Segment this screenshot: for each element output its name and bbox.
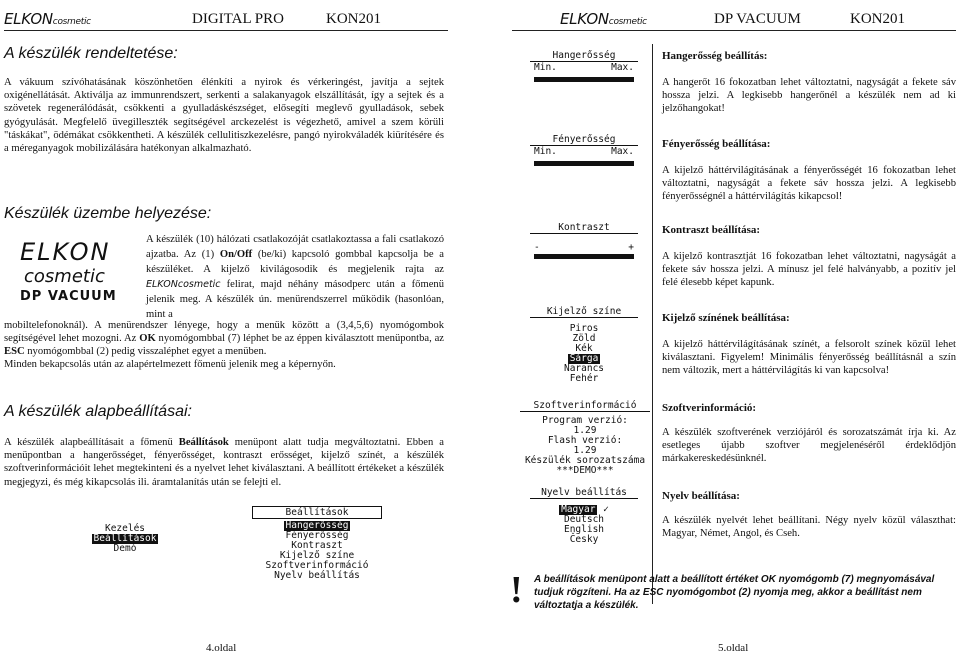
- settings-menu-item[interactable]: Nyelv beállítás: [274, 570, 360, 581]
- main-menu-item[interactable]: Kezelés: [104, 523, 146, 534]
- model-name: KON201: [850, 11, 905, 27]
- settings-menu-item[interactable]: Fényerősség: [285, 530, 349, 541]
- section-title-settings: A készülék alapbeállításai:: [4, 403, 192, 420]
- software-info-lcd: [520, 400, 650, 476]
- color-section-title: Kijelző színének beállítása:: [662, 312, 790, 324]
- left-page: [0, 0, 452, 656]
- brightness-lcd-title: Fényerősség: [530, 134, 638, 146]
- settings-menu-item[interactable]: Kontraszt: [291, 540, 343, 551]
- brightness-lcd: [530, 134, 638, 168]
- contrast-section-text: A kijelző kontrasztját 16 fokozatban lehet változtatni, nagyságát a fekete sáv hossza jelzi. A mínusz jel felé halványabb, a pozitív jel felé élesebb képet kapunk.: [662, 251, 956, 289]
- left-header: [4, 10, 448, 31]
- display-color-lcd: [530, 306, 638, 384]
- settings-menu-item-selected[interactable]: Hangerősség: [285, 520, 349, 531]
- software-lcd-title: Szoftverinformáció: [520, 400, 650, 412]
- language-option-selected[interactable]: Magyar ✓: [561, 504, 609, 515]
- setup-text-2: mobiltelefonoknál). A menürendszer lényege, hogy a menük között a (3,4,5,6) nyomógombok segítségével lehet mozogni. Az OK nyomógombbal (7) léphet be az éppen kiválasztott menüpontba, az ESC nyomógombbal (2) pedig visszaléphet egyet a menüben. Minden bekapcsolás után az alapértelmezett főmenü jelenik meg a képernyőn.: [4, 320, 444, 370]
- page-number: 5.oldal: [718, 642, 749, 654]
- section-title-setup: Készülék üzembe helyezése:: [4, 205, 212, 222]
- main-menu-item-selected[interactable]: Beállítások: [93, 533, 157, 544]
- page-number: 4.oldal: [206, 642, 237, 654]
- flash-version-label: Flash verzió:: [547, 435, 623, 446]
- volume-lcd-title: Hangerősség: [530, 50, 638, 62]
- right-header: [512, 10, 956, 31]
- brightness-section-text: A kijelző háttérvilágításának a fényerősségét 16 fokozatban lehet változtatni, nagyságát a fekete sáv hossza jelzi. A legkisebb fényerősségnél a háttérvilágítás kikapcsol!: [662, 165, 956, 203]
- settings-menu-title: Beállítások: [252, 506, 382, 519]
- contrast-level-bar: [534, 254, 634, 259]
- language-section-text: A készülék nyelvét lehet beállítani. Négy nyelv közül választhat: Magyar, Német, Angol, és Cseh.: [662, 515, 956, 540]
- warning-note: A beállítások menüpont alatt a beállított értéket OK nyomógomb (7) megnyomásával tudjuk rögzíteni. Ha az ESC nyomógombot (2) nyomja meg, akkor a beállítást nem változtatja a készülék.: [534, 574, 935, 611]
- settings-menu-item[interactable]: Kijelző színe: [279, 550, 355, 561]
- main-menu-item[interactable]: Demó: [113, 543, 137, 554]
- volume-lcd: [530, 50, 638, 84]
- serial-number-label: Készülék sorozatszáma: [524, 455, 646, 466]
- language-option[interactable]: Deutsch: [563, 514, 605, 525]
- color-section-text: A kijelző háttérvilágításának színét, a felsorolt színek közül lehet kiválasztani. Figyelem! Minimális fényerősség beállításnál a szín nem változik, mert a háttérvilágítás ki van kapcsolva!: [662, 339, 956, 377]
- language-option[interactable]: Česky: [569, 534, 599, 545]
- color-option[interactable]: Zöld: [572, 333, 596, 344]
- volume-section-text: A hangerőt 16 fokozatban lehet változtatni, nagyságát a fekete sáv hossza jelzi. A legkisebb hangerőnél a készülék nem ad ki jelzőhangokat!: [662, 77, 956, 115]
- serial-number-value: ***DEMO***: [556, 465, 614, 476]
- color-option[interactable]: Piros: [569, 323, 599, 334]
- main-menu-lcd: [80, 524, 170, 554]
- flash-version-value: 1.29: [573, 445, 597, 456]
- color-lcd-title: Kijelző színe: [530, 306, 638, 318]
- software-section-text: A készülék szoftverének verziójáról és sorozatszámát írja ki. Az esetleges újabb szoftver megjelenéséről érdeklődjön márkakereskedésünknél.: [662, 427, 956, 465]
- elkon-logo-image: [10, 236, 138, 306]
- warning-icon: !: [510, 569, 523, 611]
- settings-text: A készülék alapbeállításait a főmenü Beállítások menüpont alatt tudja megváltoztatni. Ebben a menüpontban a hangerősséget, fényerősséget, kontraszt erősséget, kijelző színét, a készülék szoftverinformációit lehet megtekinteni és a nyelvet lehet kiválasztani. A beállított értékeket a készülék megjegyzi, és még kikapcsolás ili. áramtalanítás után se felejti el.: [4, 437, 444, 488]
- brightness-section-title: Fényerősség beállítása:: [662, 138, 771, 150]
- setup-text-1: A készülék (10) hálózati csatlakozóját csatlakoztassa a fali csatlakozó ajzatba. Az (1) On/Off (be/ki) kapcsoló gombbal kapcsolja be a készüléket. A kijelző kivilágosodik és megjelenik rajta az ELKONcosmetic felirat, majd néhány másodperc után a főmenü jelenik meg. A készülék ún. menürendszerrel működik (hasonlóan, mint a: [146, 234, 444, 320]
- program-version-value: 1.29: [573, 425, 597, 436]
- volume-max-label: Max.: [611, 62, 634, 73]
- language-option[interactable]: English: [563, 524, 605, 535]
- settings-menu-item[interactable]: Szoftverinformáció: [265, 560, 369, 571]
- brand-logo: ELKONcosmetic: [4, 10, 91, 28]
- check-icon: ✓: [603, 504, 609, 515]
- model-name: KON201: [326, 11, 381, 27]
- volume-section-title: Hangerősség beállítás:: [662, 50, 768, 62]
- logo-line-2: cosmetic: [24, 266, 105, 287]
- volume-min-label: Min.: [534, 62, 557, 73]
- contrast-minus: -: [534, 242, 540, 253]
- section-title-purpose: A készülék rendeltetése:: [4, 45, 178, 62]
- language-lcd: [530, 487, 638, 545]
- logo-line-3: DP VACUUM: [20, 289, 117, 304]
- contrast-lcd: [530, 222, 638, 266]
- color-option[interactable]: Narancs: [563, 363, 605, 374]
- purpose-text: A vákuum szívóhatásának köszönhetően élénkíti a nyirok és vérkeringést, javítja a sejtek oxigénellátását. Aktiválja az immunrendszert, serkenti a salakanyagok elszállítását, így a sejtek és a szövetek regenerálódását, csökkenti a gyulladáskészséget, elősegíti meglevő gyulladások, sebek gyógyulását. Megfelelő üvegilleszték segítségével arckezelést is végezhető, amivel a szem körüli "táskákat", ödémákat csökkentheti. A készülék cellulitiszkezelésre, pangó nyirokváladék kiürítésére és a méreganyagok mobilizálására hatékonyan alkalmazható.: [4, 77, 444, 155]
- settings-menu-lcd: [252, 506, 382, 581]
- contrast-section-title: Kontraszt beállítása:: [662, 224, 761, 236]
- brightness-min-label: Min.: [534, 146, 557, 157]
- software-section-title: Szoftverinformáció:: [662, 402, 757, 414]
- color-option[interactable]: Kék: [575, 343, 593, 354]
- column-divider: [652, 44, 653, 604]
- product-name: DP VACUUM: [714, 11, 801, 27]
- brightness-max-label: Max.: [611, 146, 634, 157]
- language-lcd-title: Nyelv beállítás: [530, 487, 638, 499]
- contrast-lcd-title: Kontraszt: [530, 222, 638, 234]
- brightness-level-bar: [534, 161, 634, 166]
- color-option[interactable]: Fehér: [569, 373, 599, 384]
- brand-logo: ELKONcosmetic: [560, 10, 647, 28]
- logo-line-1: ELKON: [20, 238, 111, 266]
- program-version-label: Program verzió:: [542, 415, 628, 426]
- product-name: DIGITAL PRO: [192, 11, 284, 27]
- language-section-title: Nyelv beállítása:: [662, 490, 740, 502]
- volume-level-bar: [534, 77, 634, 82]
- contrast-plus: +: [628, 242, 634, 253]
- color-option-selected[interactable]: Sárga: [569, 353, 599, 364]
